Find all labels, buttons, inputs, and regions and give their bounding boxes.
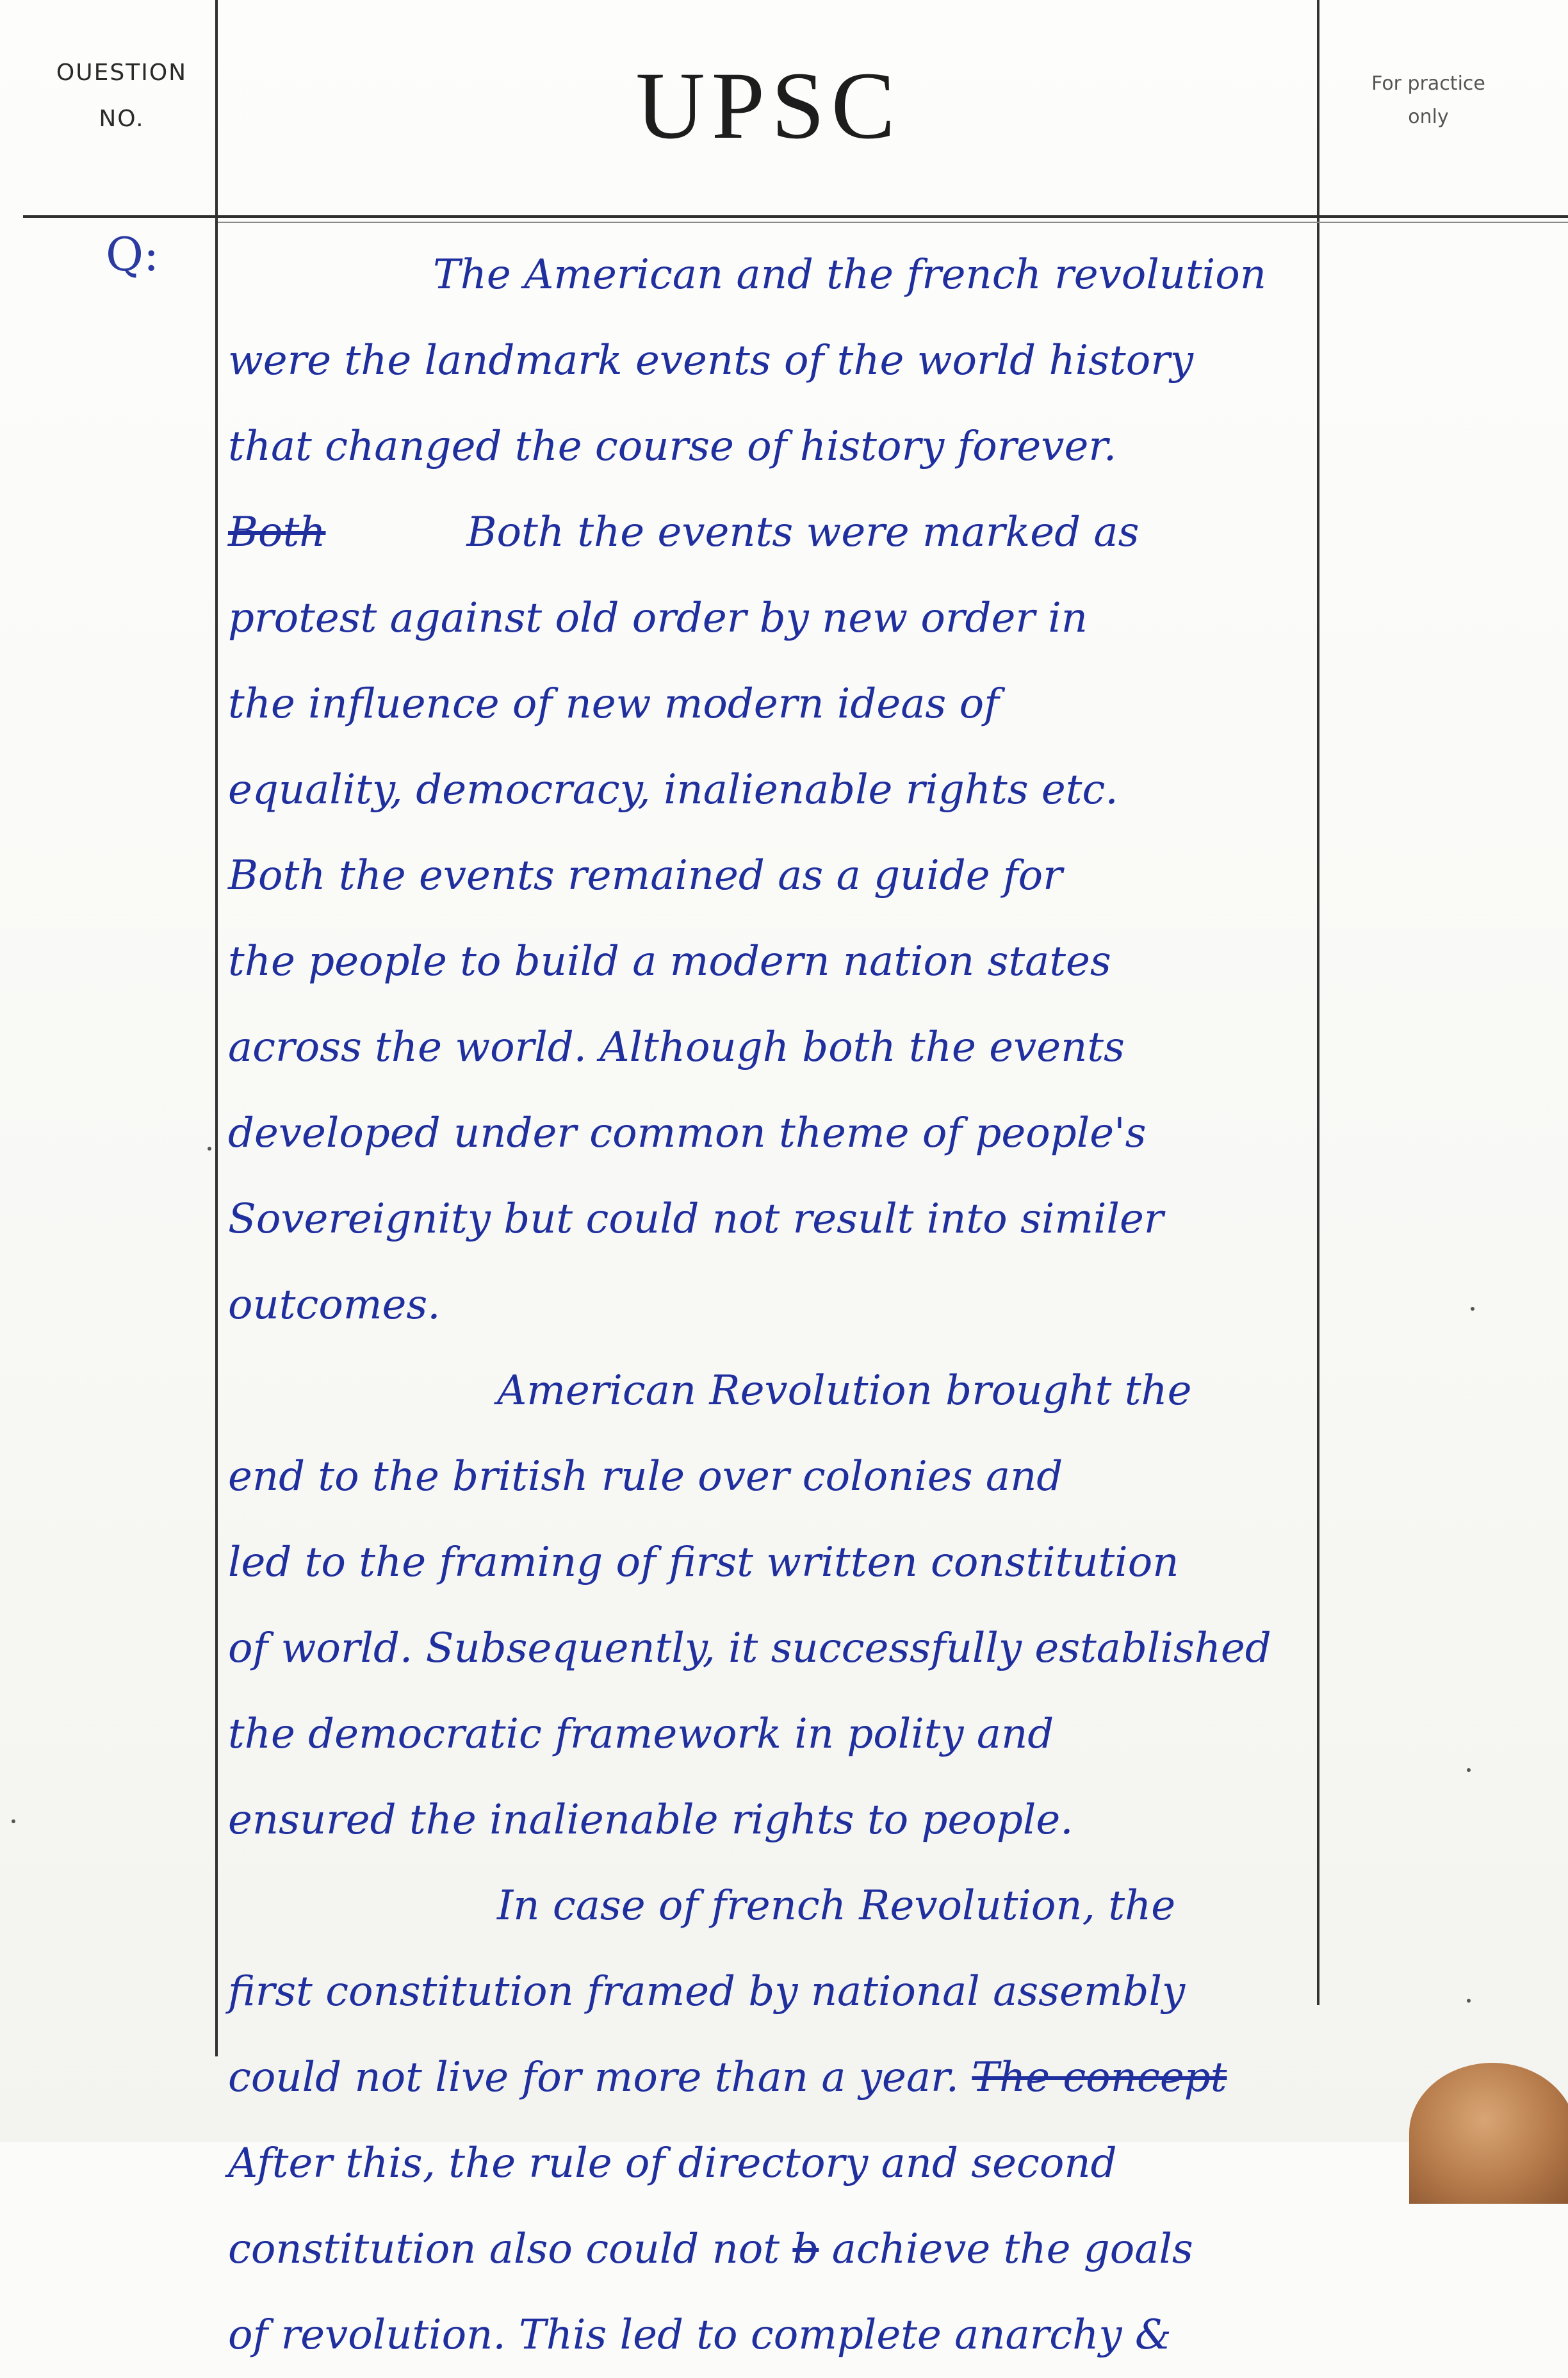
answer-line: first constitution framed by national assembly: [228, 1968, 1186, 2015]
thumb-in-photo: [1409, 2063, 1568, 2204]
answer-line: of world. Subsequently, it successfully established: [228, 1625, 1271, 1672]
left-margin-line: [215, 0, 218, 2056]
answer-line: American Revolution brought the: [497, 1367, 1192, 1414]
answer-line: [228, 2035, 1343, 2120]
header-divider-line-secondary: [218, 222, 1568, 223]
header-divider-line: [23, 215, 1568, 218]
answer-line: ensured the inalienable rights to people.: [228, 1796, 1074, 1844]
answer-text: Both the events were marked as: [466, 509, 1139, 556]
answer-line: protest against old order by new order in: [228, 594, 1088, 642]
answer-line: the democratic framework in polity and: [228, 1710, 1054, 1758]
answer-line: were the landmark events of the world history: [228, 337, 1193, 384]
answer-line: After this, the rule of directory and second: [228, 2140, 1117, 2187]
answer-line: Both the events remained as a guide for: [228, 852, 1063, 899]
practice-note-line2: only: [1408, 106, 1449, 128]
ink-speck: [1467, 1999, 1471, 2003]
answer-line: outcomes.: [228, 1281, 441, 1329]
answer-line: [228, 489, 1343, 575]
ink-speck: [208, 1147, 211, 1151]
question-marker: Q:: [106, 227, 159, 281]
answer-line: Sovereignity but could not result into similer: [228, 1195, 1164, 1243]
practice-note-line1: For practice: [1371, 72, 1485, 95]
question-label-line2: NO.: [99, 106, 145, 132]
struck-words: The concept: [972, 2054, 1227, 2101]
answer-line: In case of french Revolution, the: [497, 1882, 1176, 1930]
question-number-label: [38, 50, 205, 142]
answer-line: led to the framing of first written constitution: [228, 1539, 1179, 1586]
answer-line: of revolution. This led to complete anarchy &: [228, 2311, 1172, 2359]
question-label-line1: OUESTION: [56, 60, 188, 86]
answer-line: The American and the french revolution: [433, 251, 1266, 299]
ink-speck: [12, 1819, 15, 1823]
struck-letter: b: [792, 2226, 819, 2273]
ink-speck: [1471, 1307, 1474, 1311]
answer-text: achieve the goals: [831, 2226, 1193, 2273]
answer-line: that changed the course of history forever.: [228, 423, 1117, 470]
ink-speck: [1467, 1768, 1471, 1772]
struck-word: Both: [228, 509, 326, 556]
answer-line: end to the british rule over colonies and: [228, 1453, 1063, 1500]
answer-line: [228, 2206, 1343, 2292]
handwritten-answer: [228, 232, 1343, 2378]
page-title: UPSC: [635, 53, 902, 159]
answer-line: developed under common theme of people's: [228, 1110, 1147, 1157]
answer-text: constitution also could not: [228, 2226, 780, 2273]
answer-line: equality, democracy, inalienable rights etc.: [228, 766, 1118, 814]
practice-note: [1332, 67, 1524, 134]
answer-line: the people to build a modern nation states: [228, 938, 1111, 985]
answer-line: the influence of new modern ideas of: [228, 680, 999, 728]
answer-line: across the world. Although both the events: [228, 1024, 1125, 1071]
answer-text: could not live for more than a year.: [228, 2054, 959, 2101]
